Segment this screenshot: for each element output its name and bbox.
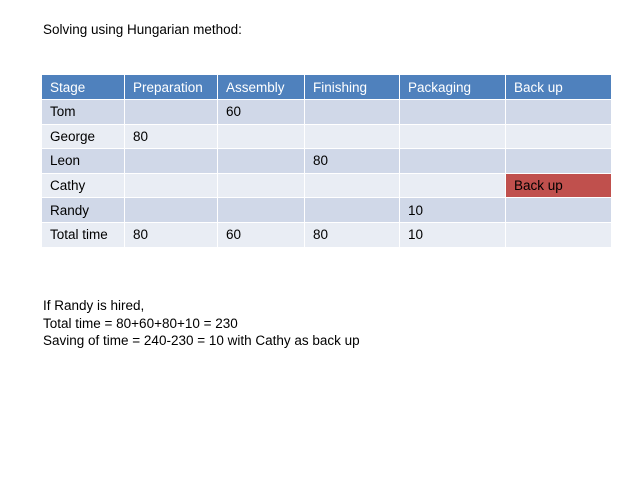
page-heading: Solving using Hungarian method: (43, 22, 242, 37)
table-cell (125, 149, 218, 174)
table-cell (506, 198, 612, 223)
table-cell (218, 125, 305, 150)
table-cell: Total time (42, 223, 125, 248)
table-cell: Randy (42, 198, 125, 223)
header-finishing: Finishing (305, 75, 400, 100)
table-header-row (42, 75, 612, 100)
table-cell: 10 (400, 198, 506, 223)
table-cell (400, 100, 506, 125)
header-back-up: Back up (506, 75, 612, 100)
table-cell: 10 (400, 223, 506, 248)
table-cell: 80 (305, 149, 400, 174)
table-cell (506, 223, 612, 248)
table-row (42, 174, 612, 199)
table-cell: 60 (218, 223, 305, 248)
table-cell (506, 149, 612, 174)
table-row (42, 100, 612, 125)
calculation-notes (43, 297, 360, 350)
header-packaging: Packaging (400, 75, 506, 100)
table-cell (218, 174, 305, 199)
table-cell: Leon (42, 149, 125, 174)
table-cell (125, 198, 218, 223)
table-cell (305, 100, 400, 125)
table-cell: 80 (125, 223, 218, 248)
note-line: If Randy is hired, (43, 298, 145, 313)
table-cell: Tom (42, 100, 125, 125)
table-cell: 80 (125, 125, 218, 150)
table-cell: George (42, 125, 125, 150)
header-preparation: Preparation (125, 75, 218, 100)
table-cell (400, 125, 506, 150)
note-line: Total time = 80+60+80+10 = 230 (43, 315, 238, 331)
table-cell (506, 100, 612, 125)
table-cell (400, 149, 506, 174)
table-cell (305, 125, 400, 150)
table-row (42, 149, 612, 174)
table-cell (218, 149, 305, 174)
assignment-table (42, 75, 612, 248)
header-stage: Stage (42, 75, 125, 100)
table-row (42, 125, 612, 150)
table-cell (125, 100, 218, 125)
table-cell (305, 174, 400, 199)
note-line: Saving of time = 240-230 = 10 with Cathy as back up (43, 333, 360, 348)
table-cell: Cathy (42, 174, 125, 199)
table-cell (506, 125, 612, 150)
table-cell (218, 198, 305, 223)
table-cell (305, 198, 400, 223)
table-row-total (42, 223, 612, 248)
header-assembly: Assembly (218, 75, 305, 100)
table-row (42, 198, 612, 223)
table-cell: 60 (218, 100, 305, 125)
table-cell (125, 174, 218, 199)
table-cell (400, 174, 506, 199)
back-up-highlight-cell: Back up (506, 174, 612, 199)
table-cell: 80 (305, 223, 400, 248)
